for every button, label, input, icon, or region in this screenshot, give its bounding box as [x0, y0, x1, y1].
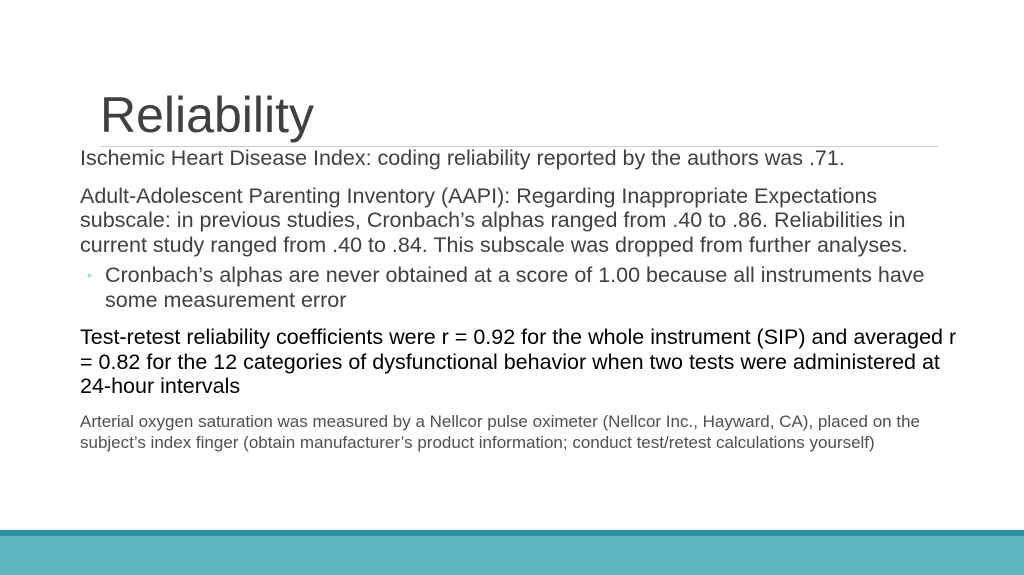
- footer-band: [0, 536, 1024, 575]
- slide-content: [80, 146, 960, 453]
- paragraph-ischemic-index: Ischemic Heart Disease Index: coding reliability reported by the authors was .71.: [80, 146, 845, 170]
- paragraph-test-retest: Test-retest reliability coefficients were r = 0.92 for the whole instrument (SIP) and averaged r = 0.82 for the 12 categories of dysfunctional behavior when two tests were administered at 24-hour intervals: [80, 325, 957, 398]
- slide-title: Reliability: [100, 87, 314, 143]
- circle-bullet-icon: ◦: [87, 267, 92, 283]
- paragraph-aapi: Adult-Adolescent Parenting Inventory (AAPI): Regarding Inappropriate Expectations subscale: in previous studies, Cronbach’s alphas ranged from .40 to .86. Reliabilities in current study ranged from .40 to .84. This subscale was dropped from further analyses.: [80, 183, 908, 257]
- bullet-text: Cronbach’s alphas are never obtained at a score of 1.00 because all instruments have some measurement error: [105, 263, 925, 312]
- paragraph-oximeter: Arterial oxygen saturation was measured by a Nellcor pulse oximeter (Nellcor Inc., Hayward, CA), placed on the subject’s index finger (obtain manufacturer’s product information; conduct test/retest calculations yourself): [80, 411, 920, 452]
- bullet-item-cronbach: [80, 263, 960, 312]
